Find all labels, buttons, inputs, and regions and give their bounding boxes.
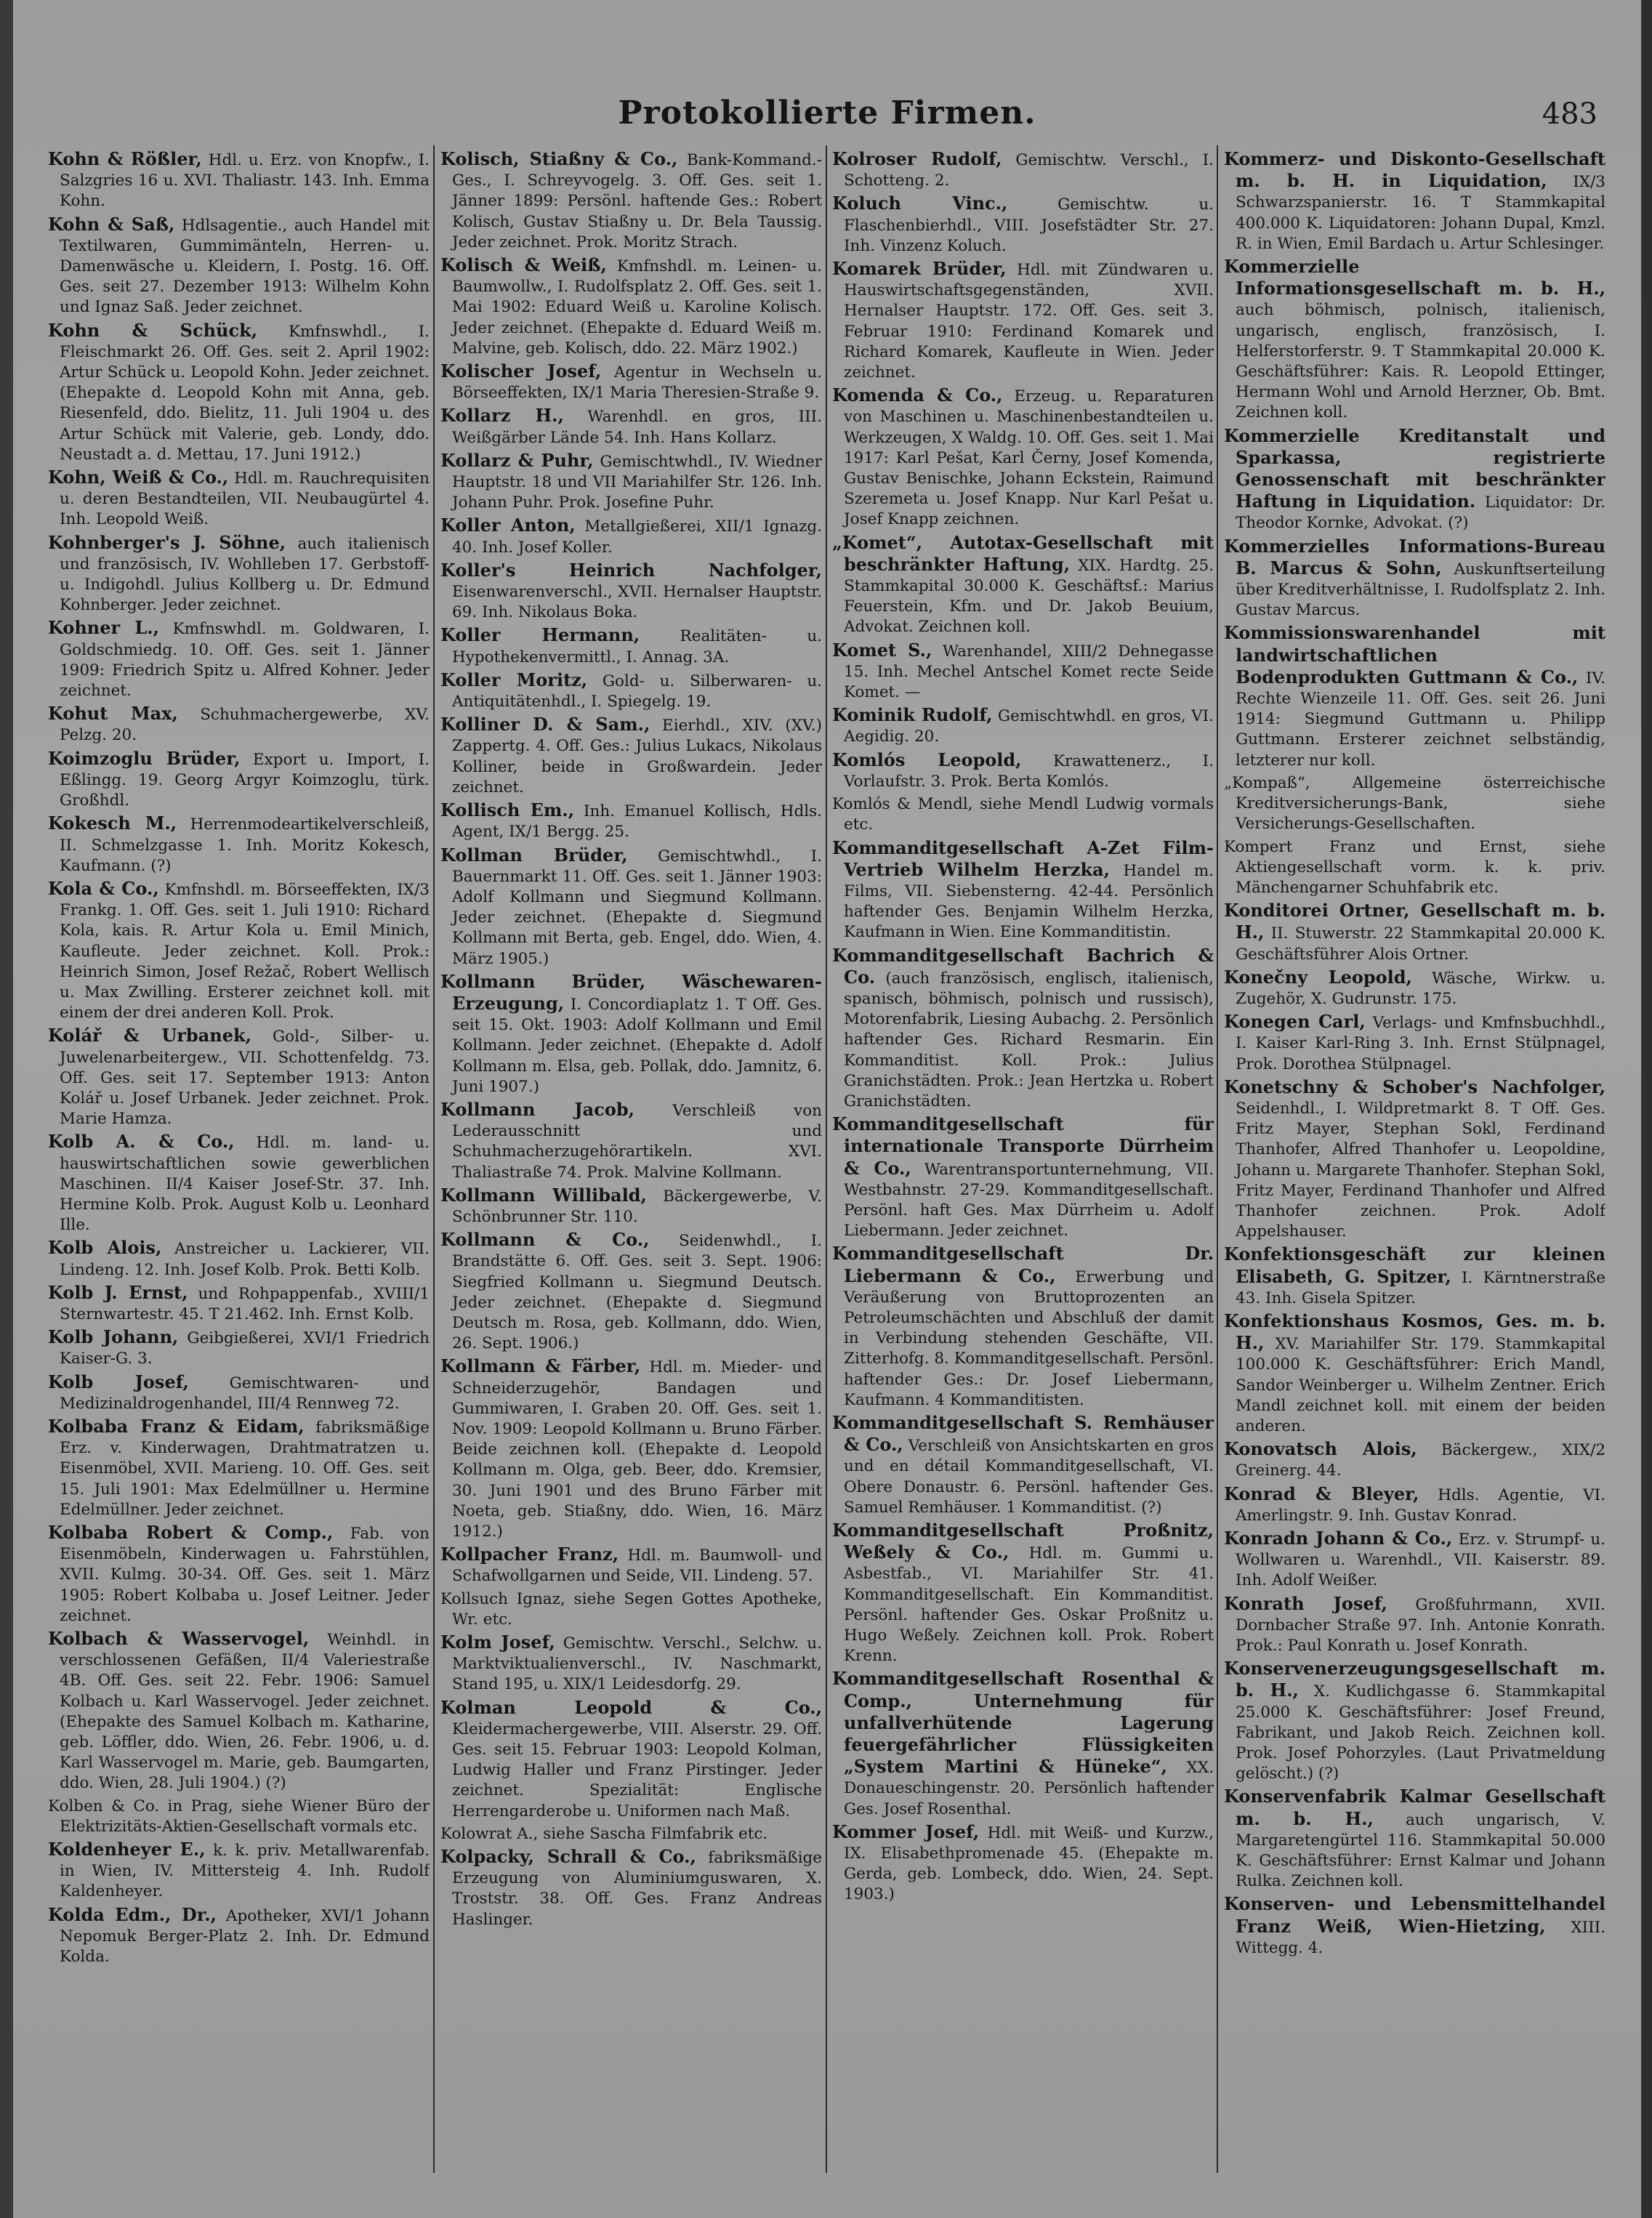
directory-entry [832, 149, 1214, 191]
directory-entry [440, 149, 822, 253]
directory-entry [832, 1669, 1214, 1819]
directory-entry [832, 533, 1214, 638]
firm-name: Konservenerzeugungsgesellschaft m. b. H., [1224, 1658, 1605, 1701]
entry-text: Verschleiß von Lederausschnitt und Schuhmacherzugehörartikeln. XVI. Thaliastraße 74. Prok. Malvine Kollmann. [452, 1101, 822, 1182]
directory-entry [832, 1520, 1214, 1666]
entry-text: Gemischtw. Verschl., Selchw. u. Marktviktualienverschl., IV. Naschmarkt, Stand 195, u. XIX/1 Leidesdorfg. 29. [452, 1634, 822, 1694]
firm-name: Konservenfabrik Kalmar Gesellschaft m. b. H., [1224, 1786, 1605, 1829]
entry-text: Apotheker, XVI/1 Johann Nepomuk Berger-Platz 2. Inh. Dr. Edmund Kolda. [60, 1906, 430, 1967]
directory-entry [440, 1185, 822, 1227]
directory-entry [48, 813, 430, 876]
entry-text: Hdl. mit Weiß- und Kurzw., IX. Elisabethpromenade 45. (Ehepakte m. Gerda, geb. Lombeck, ddo. Wien, 24. Sept. 1903.) [844, 1823, 1214, 1904]
directory-entry [1224, 1012, 1605, 1075]
directory-entry [48, 749, 430, 812]
directory-entry [48, 1839, 430, 1903]
firm-name: Koller Anton, [440, 515, 576, 536]
directory-entry [48, 1238, 430, 1280]
entry-text: fabriksmäßige Erzeugung von Aluminiumguswaren, X. Troststr. 38. Off. Ges. Franz Andreas Haslinger. [452, 1849, 822, 1929]
directory-entry [832, 838, 1214, 943]
directory-entry [440, 1544, 822, 1586]
firm-name: Kolb A. & Co., [48, 1131, 235, 1153]
firm-name: Komarek Brüder, [832, 258, 1007, 280]
entry-text: Großfuhrmann, XVII. Dornbacher Straße 97. Inh. Antonie Konrath. Prok.: Paul Konrath u. Josef Konrath. [1236, 1595, 1605, 1656]
entry-text: Komlós & Mendl, siehe Mendl Ludwig vormals etc. [832, 795, 1214, 834]
firm-name: Kolm Josef, [440, 1632, 555, 1653]
firm-name: Kohut Max, [48, 703, 178, 725]
column-2 [440, 149, 822, 2184]
directory-entry [48, 1629, 430, 1794]
entry-text: Warenhdl. en gros, III. Weißgärber Lände 54. Inh. Hans Kollarz. [452, 408, 822, 447]
entry-text: Hdl. m. land- u. hauswirtschaftlichen sowie gewerblichen Maschinen. II/4 Kaiser Josef-Str. 37. Inh. Hermine Kolb. Prok. August Kolb u. Leonhard Ille. [60, 1134, 430, 1235]
firm-name: Konserven- und Lebensmittelhandel Franz Weiß, Wien-Hietzing, [1224, 1893, 1605, 1937]
firm-name: Kollpacher Franz, [440, 1544, 619, 1565]
directory-entry [440, 670, 822, 712]
entry-text: Hdl. m. Gummi u. Asbestfab., VI. Mariahilfer Str. 41. Kommanditgesellschaft. Ein Kommanditist. Persönl. haftender Ges. Oskar Proßnitz u. Hugo Weßely. Zeichnen koll. Prok. Robert Krenn. [844, 1544, 1214, 1666]
directory-entry [440, 1632, 822, 1695]
entry-text: Hdl. mit Zündwaren u. Hauswirtschaftsgegenständen, XVII. Hernalser Hauptstr. 172. Off. Ges. seit 3. Februar 1910: Ferdinand Komarek und Richard Komarek, Kaufleute in Wien. Jeder zeichnet. [844, 261, 1214, 382]
firm-name: Koller Hermann, [440, 624, 640, 646]
directory-entry [1224, 1439, 1605, 1481]
firm-name: Konovatsch Alois, [1224, 1438, 1417, 1460]
entry-text: Gemischtw. Verschl., I. Schotteng. 2. [844, 151, 1214, 190]
entry-text: Metallgießerei, XII/1 Ignazg. 40. Inh. Josef Koller. [452, 517, 822, 557]
firm-name: Kolpacky, Schrall & Co., [440, 1846, 696, 1868]
column-4 [1224, 149, 1605, 2184]
directory-entry [832, 1114, 1214, 1241]
firm-name: Kolroser Rudolf, [832, 149, 1002, 169]
firm-name: Koldenheyer E., [48, 1839, 206, 1860]
entry-text: Agentur in Wechseln u. Börseeffekten, IX/1 Maria Theresien-Straße 9. [452, 363, 822, 403]
entry-text: Kmfnswhdl. m. Goldwaren, I. Goldschmiedg. 10. Off. Ges. seit 1. Jänner 1909: Friedrich Spitz u. Alfred Kohner. Jeder zeichnet. [60, 620, 430, 701]
entry-text: „Kompaß“, Allgemeine österreichische Kreditversicherungs-Bank, siehe Versicherungs-Gesellschaften. [1224, 773, 1605, 834]
entry-text: und Rohpappenfab., XVIII/1 Sternwartestr. 45. T 21.462. Inh. Ernst Kolb. [60, 1284, 430, 1323]
directory-entry [1224, 1484, 1605, 1526]
directory-entry [832, 259, 1214, 383]
entry-text: Gemischtwaren- und Medizinaldrogenhandel, III/4 Rennweg 72. [60, 1374, 430, 1413]
directory-entry [832, 1822, 1214, 1906]
entry-text: Hdl. m. Mieder- und Schneiderzugehör, Bandagen und Gummiwaren, I. Graben 20. Off. Ges. seit 1. Nov. 1909: Leopold Kollmann u. Bruno Färber. Beide zeichnen koll. (Ehepakte d. Leopold Kollmann m. Olga, geb. Beer, ddo. Kremsier, 30. Juni 1901 und des Bruno Färber mit Noeta, geb. Stiaßny, ddo. Wien, 16. März 1912.) [452, 1358, 822, 1541]
entry-text: Handel m. Films, VII. Siebensterng. 42-44. Persönlich haftender Ges. Benjamin Wilhelm Herzka, Kaufmann in Wien. Eine Kommanditistin. [844, 861, 1214, 942]
firm-name: Kollisch Em., [440, 799, 575, 821]
page-header [13, 94, 1641, 138]
directory-entry [48, 149, 430, 212]
entry-text: Kolben & Co. in Prag, siehe Wiener Büro der Elektrizitäts-Aktien-Gesellschaft vormals etc. [48, 1796, 430, 1836]
firm-name: Kolbach & Wasservogel, [48, 1628, 310, 1650]
firm-name: Konrad & Bleyer, [1224, 1483, 1419, 1504]
entry-text: X. Kudlichgasse 6. Stammkapital 25.000 K. Geschäftsführer: Josef Freund, Fabrikant, und Jakob Reich. Zeichnen koll. Prok. Josef Pohorzyles. (Laut Privatmeldung gelöscht.) (?) [1236, 1682, 1605, 1783]
entry-text: Gemischtwhdl., IV. Wiedner Hauptstr. 18 und VII Mariahilfer Str. 126. Inh. Johann Puhr. Prok. Josefine Puhr. [452, 452, 822, 512]
entry-text: Erz. v. Strumpf- u. Wollwaren u. Warenhdl., VII. Kaiserstr. 89. Inh. Adolf Weißer. [1236, 1531, 1605, 1590]
firm-name: Kokesch M., [48, 812, 177, 834]
entry-text: Kmfnshdl. m. Börseeffekten, IX/3 Frankg. 1. Off. Ges. seit 1. Juli 1910: Richard Kola, kais. R. Artur Kola u. Emil Minich, Kaufleute. Jeder zeichnet. Koll. Prok.: Heinrich Simon, Josef Režač, Robert Wellisch u. Max Zwilling. Ersterer zeichnet koll. mit einem der drei anderen Koll. Prok. [60, 880, 430, 1023]
directory-entry [48, 533, 430, 616]
entry-text: Seidenhdl., I. Wildpretmarkt 8. T Off. Ges. Fritz Mayer, Stephan Sokl, Ferdinand Thanhofer, Alfred Thanhofer u. Leopoldine, Johann u. Margarete Thanhofer. Stephan Sokl, Fritz Mayer, Ferdinand Thanhofer und Alfred Thanhofer zeichnen. Prok. Adolf Appelshauser. [1236, 1099, 1605, 1241]
firm-name: Konrath Josef, [1224, 1592, 1387, 1614]
directory-entry [440, 406, 822, 448]
directory-entry [1224, 1658, 1605, 1784]
entry-text: Fab. von Eisenmöbeln, Kinderwagen u. Fahrstühlen, XVII. Kulmg. 30-34. Off. Ges. seit 1. März 1905: Robert Kolbaba u. Josef Leitner. Jeder zeichnet. [60, 1525, 430, 1625]
directory-entry [832, 750, 1214, 792]
column-3 [832, 149, 1214, 2184]
firm-name: Konegen Carl, [1224, 1011, 1366, 1033]
entry-text: Bäckergewerbe, V. Schönbrunner Str. 110. [452, 1187, 822, 1226]
entry-text: Kompert Franz und Ernst, siehe Aktiengesellschaft vorm. k. k. priv. Mänchengarner Schuhfabrik etc. [1224, 837, 1605, 897]
firm-name: Koller Moritz, [440, 669, 588, 690]
firm-name: Kollmann Brüder, Wäschewaren-Erzeugung, [440, 970, 822, 1014]
entry-text: Wäsche, Wirkw. u. Zugehör, X. Gudrunstr. 175. [1236, 969, 1605, 1008]
firm-name: Kohn & Saß, [48, 213, 175, 235]
directory-entry [48, 320, 430, 465]
firm-name: Kolisch, Stiaßny & Co., [440, 149, 678, 169]
firm-name: Kolb Johann, [48, 1326, 179, 1348]
firm-name: Konečny Leopold, [1224, 966, 1412, 988]
firm-name: Kollarz H., [440, 405, 564, 427]
firm-name: Kohnberger's J. Söhne, [48, 531, 286, 553]
directory-entry [1224, 257, 1605, 424]
firm-name: Kommanditgesellschaft Proßnitz, Weßely & Co., [832, 1520, 1214, 1563]
entry-text: Warentransportunternehmung, VII. Westbahnstr. 27-29. Kommanditgesellschaft. Persönl. haft Ges. Max Dürrheim u. Adolf Liebermann. Jeder zeichnet. [844, 1160, 1214, 1241]
entry-text: XIII. Wittegg. 4. [1236, 1918, 1605, 1957]
entry-text: II. Stuwerstr. 22 Stammkapital 20.000 K. Geschäftsführer Alois Ortner. [1236, 924, 1605, 964]
directory-entry [832, 1413, 1214, 1518]
firm-name: Kohn & Schück, [48, 319, 258, 341]
entry-text: XIX. Hardtg. 25. Stammkapital 30.000 K. Geschäftsf.: Marius Feuerstein, Kfm. und Dr. Jakob Beuium, Advokat. Zeichnen koll. [844, 556, 1214, 637]
entry-text: Gemischtwhdl., I. Bauernmarkt 11. Off. Ges. seit 1. Jänner 1903: Adolf Kollmann und Siegmund Kollmann. Jeder zeichnet. (Ehepakte d. Siegmund Kollmann mit Berta, geb. Engel, ddo. Wien, 4. März 1905.) [452, 847, 822, 968]
directory-entry [48, 1327, 430, 1369]
directory-entry [48, 1283, 430, 1325]
entry-text: Herrenmodeartikelverschleiß, II. Schmelzgasse 1. Inh. Moritz Kokesch, Kaufmann. (?) [60, 815, 430, 875]
firm-name: Konfektionsgeschäft zur kleinen Elisabeth, G. Spitzer, [1224, 1243, 1605, 1287]
directory-entry [1224, 1311, 1605, 1437]
firm-name: Kollmann & Färber, [440, 1355, 641, 1377]
entry-text: XV. Mariahilfer Str. 179. Stammkapital 100.000 K. Geschäftsführer: Erich Mandl, Sandor Weinberger u. Wilhelm Zentner. Erich Mandl zeichnet koll. mit einem der beiden anderen. [1236, 1335, 1605, 1435]
firm-name: Kolman Leopold & Co., [440, 1696, 822, 1718]
directory-entry [832, 794, 1214, 835]
directory-entry [1224, 967, 1605, 1009]
directory-entry [1224, 426, 1605, 534]
firm-name: Kommanditgesellschaft A-Zet Film-Vertrieb Wilhelm Herzka, [832, 836, 1214, 880]
entry-text: Inh. Emanuel Kollisch, Hdls. Agent, IX/1 Bergg. 25. [452, 802, 822, 842]
firm-name: Kommanditgesellschaft Dr. Liebermann & Co., [832, 1243, 1214, 1286]
entry-text: k. k. priv. Metallwarenfab. in Wien, IV. Mittersteig 4. Inh. Rudolf Kaldenheyer. [60, 1842, 430, 1901]
entry-text: (auch französisch, englisch, italienisch, spanisch, böhmisch, polnisch und russisch), Motorenfabrik, Liesing Aubachg. 2. Persönlich haftender Ges. Richard Resmarin. Ein Kommanditist. Koll. Prok.: Julius Granichstädten. Prok.: Jean Hertzka u. Robert Granichstädten. [844, 969, 1214, 1110]
firm-name: Kominik Rudolf, [832, 704, 993, 726]
directory-entry [1224, 1894, 1605, 1959]
directory-entry [48, 618, 430, 701]
directory-entry [440, 451, 822, 514]
entry-text: Hdl. m. Rauchrequisiten u. deren Bestandteilen, VII. Neubaugürtel 4. Inh. Leopold Weiß. [60, 469, 430, 529]
directory-entry [440, 625, 822, 667]
column-divider [433, 145, 435, 2173]
entry-text: IX/3 Schwarzspanierstr. 16. T Stammkapital 400.000 K. Liquidatoren: Johann Dupal, Kmzl. R. in Wien, Emil Bardach u. Artur Schlesinger. [1236, 173, 1605, 253]
entry-text: Warenhandel, XIII/2 Dehnegasse 15. Inh. Mechel Antschel Komet recte Seide Komet. — [844, 642, 1214, 702]
firm-name: Komenda & Co., [832, 384, 1003, 406]
entry-text: IV. Rechte Wienzeile 11. Off. Ges. seit 26. Juni 1914: Siegmund Guttmann u. Philipp Guttmann. Ersterer zeichnet selbständig, letzterer nur koll. [1236, 669, 1605, 770]
directory-entry [440, 1824, 822, 1844]
column-1 [48, 149, 430, 2184]
column-divider [1217, 145, 1218, 2173]
directory-entry [832, 193, 1214, 257]
firm-name: Konradn Johann & Co., [1224, 1528, 1453, 1549]
firm-name: Kollarz & Puhr, [440, 449, 594, 471]
entry-text: auch böhmisch, polnisch, italienisch, ungarisch, englisch, französisch, I. Helferstorferstr. 9. T Stammkapital 20.000 K. Geschäftsführer: Kais. R. Leopold Ettinger, Hermann Wohl und Arnold Herzner, Ob. Bmt. Zeichnen koll. [1236, 301, 1605, 422]
directory-entry [440, 1230, 822, 1354]
page [13, 0, 1641, 2218]
entry-text: Export u. Import, I. Eßlingg. 19. Georg Argyr Koimzoglu, türk. Großhdl. [60, 750, 430, 810]
firm-name: Kohn, Weiß & Co., [48, 467, 229, 488]
directory-entry [1224, 1077, 1605, 1243]
entry-text: Bäckergew., XIX/2 Greinerg. 44. [1236, 1441, 1605, 1480]
entry-text: Hdl. m. Baumwoll- und Schafwollgarnen und Seide, VII. Lindeng. 57. [452, 1546, 822, 1586]
entry-text: Gemischtw. u. Flaschenbierhdl., VIII. Josefstädter Str. 27. Inh. Vinzenz Koluch. [844, 195, 1214, 255]
entry-text: auch ungarisch, V. Margaretengürtel 116. Stammkapital 50.000 K. Geschäftsführer: Ernst Kalmar und Johann Rulka. Zeichnen koll. [1236, 1810, 1605, 1891]
firm-name: Komlós Leopold, [832, 749, 1022, 770]
firm-name: Konetschny & Schober's Nachfolger, [1224, 1076, 1605, 1097]
directory-entry [1224, 536, 1605, 621]
firm-name: Kolda Edm., Dr., [48, 1903, 217, 1925]
entry-text: auch italienisch und französisch, IV. Wohlleben 17. Gerbstoff- u. Indigohdl. Julius Kollberg u. Dr. Edmund Kohnberger. Jeder zeichnet. [60, 534, 430, 615]
firm-name: Kollman Brüder, [440, 844, 628, 866]
firm-name: Kommanditgesellschaft für internationale Transporte Dürrheim & Co., [832, 1113, 1214, 1179]
entry-text: Kmfnshdl. m. Leinen- u. Baumwollw., I. Rudolfsplatz 2. Off. Ges. seit 1. Mai 1902: Eduard Weiß u. Karoline Kolisch. Jeder zeichnet. (Ehepakte d. Eduard Weiß m. Malvine, geb. Kolisch, ddo. 22. März 1902.) [452, 257, 822, 358]
firm-name: Koimzoglu Brüder, [48, 747, 241, 769]
entry-text: Bank-Kommand.-Ges., I. Schreyvogelg. 3. Off. Ges. seit 1. Jänner 1899: Persönl. haftende Ges.: Robert Kolisch, Gustav Stiaßny u. Dr. Bela Taussig. Jeder zeichnet. Prok. Moritz Strach. [452, 151, 822, 251]
entry-text: Kleidermachergewerbe, VIII. Alserstr. 29. Off. Ges. seit 15. Februar 1903: Leopold Kolman, Ludwig Haller und Franz Pirstinger. Jeder zeichnet. Spezialität: Englische Herrengarderobe u. Uniformen nach Maß. [452, 1719, 822, 1820]
directory-entry [1224, 1786, 1605, 1892]
entry-text: Gemischtwhdl. en gros, VI. Aegidig. 20. [844, 707, 1214, 746]
directory-entry [48, 1523, 430, 1626]
firm-name: Kommerzielle Kreditanstalt und Sparkassa, registrierte Genossenschaft mit beschränkter Haftung in Liquidation. [1224, 424, 1605, 512]
entry-text: Gold- u. Silberwaren- u. Antiquitätenhdl., I. Spiegelg. 19. [452, 672, 822, 711]
directory-entry [832, 640, 1214, 703]
directory-entry [440, 972, 822, 1097]
directory-entry [440, 1847, 822, 1930]
firm-name: Koller's Heinrich Nachfolger, [440, 559, 822, 581]
firm-name: Kohn & Rößler, [48, 149, 202, 169]
entry-text: Krawattenerz., I. Vorlaufstr. 3. Prok. Berta Komlós. [844, 751, 1214, 791]
firm-name: Kommanditgesellschaft Rosenthal & Comp., Unternehmung für unfallverhütende Lagerung feuergefährlicher Flüssigkeiten „System Martini & Hüneke“, [832, 1668, 1214, 1778]
firm-name: Kommanditgesellschaft S. Remhäuser & Co., [832, 1411, 1214, 1456]
directory-entry [1224, 149, 1605, 254]
firm-name: Kolb Alois, [48, 1237, 162, 1259]
directory-entry [832, 1243, 1214, 1411]
firm-name: Kommanditgesellschaft Bachrich & Co. [832, 944, 1214, 988]
directory-entry [48, 1025, 430, 1129]
firm-name: Kolb Josef, [48, 1371, 189, 1392]
firm-name: Kolliner D. & Sam., [440, 714, 650, 735]
entry-text: I. Kärntnerstraße 43. Inh. Gisela Spitzer. [1236, 1268, 1605, 1307]
firm-name: Kommissionswarenhandel mit landwirtschaftlichen Bodenprodukten Guttmann & Co., [1224, 622, 1605, 687]
firm-name: Kommerzielle Informationsgesellschaft m. b. H., [1224, 256, 1605, 299]
entry-text: Geibgießerei, XVI/1 Friedrich Kaiser-G. 3. [60, 1329, 430, 1368]
directory-entry [48, 1372, 430, 1414]
firm-name: „Komet“, Autotax-Gesellschaft mit beschränkter Haftung, [832, 531, 1214, 575]
entry-text: Kmfnswhdl., I. Fleischmarkt 26. Off. Ges. seit 2. April 1902: Artur Schück u. Leopold Kohn. Jeder zeichnet. (Ehepakte d. Leopold Kohn mit Anna, geb. Riesenfeld, ddo. Bielitz, 11. Juli 1904 u. des Artur Schück mit Valerie, geb. Londy, ddo. Neustadt a. d. Mettau, 17. Juni 1912.) [60, 322, 430, 464]
entry-text: Erwerbung und Veräußerung von Bruttoprozenten an Petroleumschächten und Abschluß der damit in Verbindung stehenden Geschäfte, VII. Zitterhofg. 8. Kommanditgesellschaft. Persönl. haftender Ges.: Dr. Josef Liebermann, Kaufmann. 4 Kommanditisten. [844, 1267, 1214, 1409]
page-number: 483 [1542, 97, 1597, 131]
entry-text: Seidenwhdl., I. Brandstätte 6. Off. Ges. seit 3. Sept. 1906: Siegfried Kollmann u. Siegmund Deutsch. Jeder zeichnet. (Ehepakte d. Siegmund Deutsch m. Rosa, geb. Kollmann, ddo. Wien, 26. Sept. 1906.) [452, 1232, 822, 1353]
firm-name: Konditorei Ortner, Gesellschaft m. b. H., [1224, 900, 1605, 943]
directory-entry [48, 1905, 430, 1968]
directory-entry [1224, 623, 1605, 770]
page-edge [1642, 0, 1652, 2218]
entry-text: Eierhdl., XIV. (XV.) Zappertg. 4. Off. Ges.: Julius Lukacs, Nikolaus Kolliner, beide in Großwardein. Jeder zeichnet. [452, 717, 822, 797]
firm-name: Kommer Josef, [832, 1820, 980, 1842]
entry-text: Kolowrat A., siehe Sascha Filmfabrik etc. [440, 1824, 768, 1843]
entry-text: Kollsuch Ignaz, siehe Segen Gottes Apotheke, Wr. etc. [440, 1589, 822, 1629]
entry-text: Eisenwarenverschl., XVII. Hernalser Hauptstr. 69. Inh. Nikolaus Boka. [452, 583, 822, 622]
directory-entry [440, 255, 822, 359]
directory-entry [48, 703, 430, 746]
entry-text: Anstreicher u. Lackierer, VII. Lindeng. 12. Inh. Josef Kolb. Prok. Betti Kolb. [60, 1240, 430, 1279]
directory-entry [440, 361, 822, 403]
entry-text: Schuhmachergewerbe, XV. Pelzg. 20. [60, 706, 430, 745]
directory-entry [1224, 1244, 1605, 1309]
directory-entry [440, 845, 822, 969]
firm-name: Kolbaba Franz & Eidam, [48, 1415, 305, 1437]
entry-text: Erzeug. u. Reparaturen von Maschinen u. Maschinenbestandteilen u. Werkzeugen, X Waldg. 10. Off. Ges. seit 1. Mai 1917: Karl Pešat, Karl Černy, Josef Komenda, Gustav Benischke, Johann Eckstein, Raimund Szeremeta u. Josef Knapp. Nur Karl Pešat u. Josef Knapp zeichnen. [844, 387, 1214, 529]
firm-name: Komet S., [832, 639, 932, 661]
firm-name: Kola & Co., [48, 877, 159, 899]
directory-entry [440, 1100, 822, 1183]
entry-text: Gold-, Silber- u. Juwelenarbeitergew., VII. Schottenfeldg. 73. Off. Ges. seit 17. September 1913: Anton Kolář u. Josef Urbanek. Jeder zeichnet. Prok. Marie Hamza. [60, 1028, 430, 1129]
directory-entry [1224, 1594, 1605, 1657]
firm-name: Kollmann Jacob, [440, 1098, 634, 1120]
firm-name: Kollmann & Co., [440, 1229, 650, 1251]
firm-name: Kolář & Urbanek, [48, 1025, 251, 1047]
directory-entry [48, 1132, 430, 1235]
firm-name: Koluch Vinc., [832, 193, 1008, 214]
entry-text: XX. Donaueschingenstr. 20. Persönlich haftender Ges. Josef Rosenthal. [844, 1759, 1214, 1818]
entry-text: Hdlsagentie., auch Handel mit Textilwaren, Gummimänteln, Herren- u. Damenwäsche u. Kleidern, I. Postg. 16. Off. Ges. seit 27. Dezember 1913: Wilhelm Kohn und Ignaz Saß. Jeder zeichnet. [60, 216, 430, 317]
directory-entry [440, 800, 822, 842]
firm-name: Kolischer Josef, [440, 360, 602, 382]
entry-text: Hdls. Agentie, VI. Amerlingstr. 9. Inh. Gustav Konrad. [1236, 1485, 1605, 1525]
firm-name: Konfektionshaus Kosmos, Ges. m. b. H., [1224, 1310, 1605, 1354]
firm-name: Kolisch & Weiß, [440, 254, 607, 276]
directory-entry [440, 714, 822, 798]
entry-text: I. Concordiaplatz 1. T Off. Ges. seit 15. Okt. 1903: Adolf Kollmann und Emil Kollmann. Jeder zeichnet. (Ehepakte d. Adolf Kollmann m. Elsa, geb. Pollak, ddo. Jamnitz, 6. Juni 1907.) [452, 995, 822, 1096]
directory-entry [832, 945, 1214, 1113]
firm-name: Kommerz- und Diskonto-Gesellschaft m. b. H. in Liquidation, [1224, 149, 1605, 192]
directory-entry [440, 515, 822, 557]
entry-text: Liquidator: Dr. Theodor Kornke, Advokat. (?) [1236, 493, 1605, 533]
directory-entry [440, 1698, 822, 1822]
entry-text: Hdl. u. Erz. von Knopfw., I. Salzgries 16 u. XVI. Thaliastr. 143. Inh. Emma Kohn. [60, 151, 430, 211]
directory-entry [440, 560, 822, 624]
entry-text: fabriksmäßige Erz. v. Kinderwagen, Drahtmatratzen u. Eisenmöbel, XVII. Marieng. 10. Off. Ges. seit 15. Juli 1901: Max Edelmüllner u. Hermine Edelmüllner. Jeder zeichnet. [60, 1418, 430, 1519]
directory-entry [48, 879, 430, 1023]
page-title: Protokollierte Firmen. [618, 94, 1036, 132]
directory-entry [48, 1416, 430, 1520]
directory-entry [440, 1356, 822, 1542]
directory-entry [1224, 900, 1605, 965]
firm-name: Kommerzielles Informations-Bureau B. Marcus & Sohn, [1224, 535, 1605, 578]
directory-entry [1224, 837, 1605, 899]
entry-text: Verschleiß von Ansichtskarten en gros und en détail Kommanditgesellschaft, VI. Obere Donaustr. 6. Persönl. haftender Ges. Samuel Remhäuser. 1 Kommanditist. (?) [844, 1437, 1214, 1517]
directory-entry [1224, 773, 1605, 835]
directory-entry [48, 467, 430, 531]
directory-entry [440, 1589, 822, 1630]
entry-text: Verlags- und Kmfnsbuchhdl., I. Kaiser Karl-Ring 3. Inh. Ernst Stülpnagel, Prok. Dorothea Stülpnagel. [1236, 1014, 1605, 1073]
firm-name: Kollmann Willibald, [440, 1184, 647, 1206]
firm-name: Kolb J. Ernst, [48, 1281, 188, 1303]
entry-text: Auskunftserteilung über Kreditverhältnisse, I. Rudolfsplatz 2. Inh. Gustav Marcus. [1236, 560, 1605, 620]
firm-name: Kohner L., [48, 617, 159, 639]
directory-entry [1224, 1528, 1605, 1592]
directory-entry [832, 705, 1214, 747]
directory-entry [48, 214, 430, 318]
entry-text: Weinhdl. in verschlossenen Gefäßen, II/4 Valeriestraße 4B. Off. Ges. seit 22. Febr. 1906: Samuel Kolbach u. Karl Wasservogel. Jeder zeichnet. (Ehepakte des Samuel Kolbach m. Katharine, geb. Löffler, ddo. Wien, 26. Febr. 1906, u. d. Karl Wasservogel m. Marie, geb. Baumgarten, ddo. Wien, 28. Juli 1904.) (?) [60, 1631, 430, 1793]
column-divider [826, 145, 827, 2173]
firm-name: Kolbaba Robert & Comp., [48, 1522, 334, 1543]
directory-entry [832, 385, 1214, 530]
entry-text: Realitäten- u. Hypothekenvermittl., I. Annag. 3A. [452, 627, 822, 666]
directory-entry [48, 1796, 430, 1837]
